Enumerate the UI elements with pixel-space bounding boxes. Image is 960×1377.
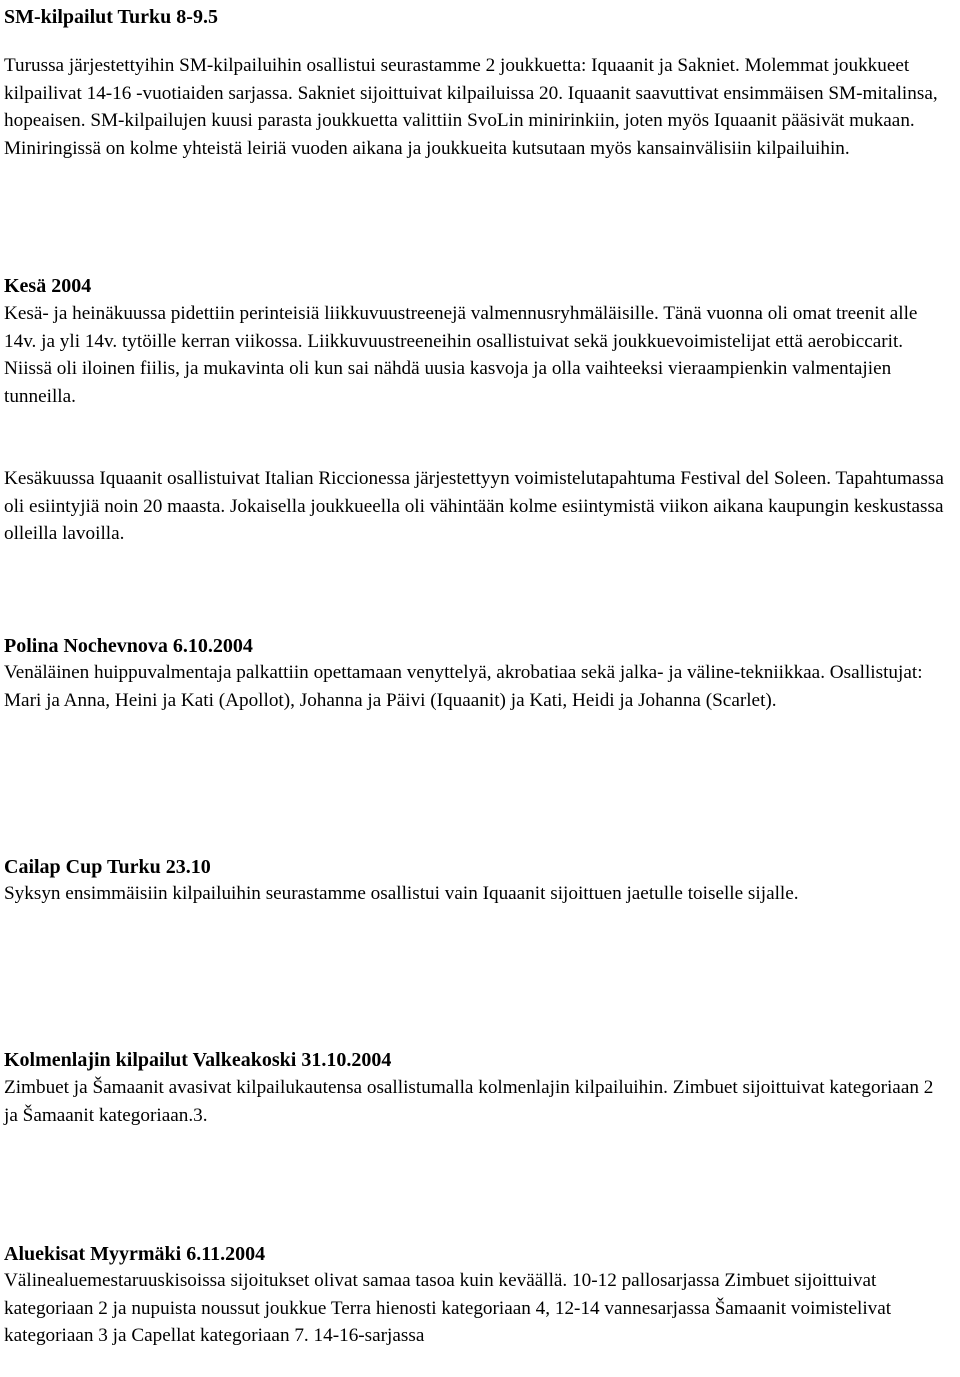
section-heading-sm-kilpailut: SM-kilpailut Turku 8-9.5 (4, 6, 218, 28)
section-paragraph-sm-kilpailut: Turussa järjestettyihin SM-kilpailuihin osallistui seurastamme 2 joukkuetta: Iquaanit ja Sakniet. Molemmat joukkueet kilpailivat 14-16 -vuotiaiden sarjassa. Sakniet sijoittuivat kilpailuissa 20. Iquaanit saavuttivat ensimmäisen SM-mitalinsa, hopeaisen. SM-kilpailujen kuusi parasta joukkuetta valittiin SvoLin minirinkiin, joten myös Iquaanit pääsivät mukaan. Miniringissä on kolme yhteistä leiriä vuoden aikana ja joukkueita kutsutaan myös kansainvälisiin kilpailuihin. (4, 55, 938, 159)
section-heading-polina: Polina Nochevnova 6.10.2004 (4, 635, 253, 657)
section-paragraph-aluekisat: Välinealuemestaruuskisoissa sijoitukset olivat samaa tasoa kuin keväällä. 10-12 pallosarjassa Zimbuet sijoittuivat kategoriaan 2 ja nupuista noussut joukkue Terra hienosti kategoriaan 4, 12-14 vannesarjassa Šamaanit voimistelivat kategoriaan 3 ja Capellat kategoriaan 7. 14-16-sarjassa (4, 1270, 892, 1347)
section-paragraph-polina: Venäläinen huippuvalmentaja palkattiin opettamaan venyttelyä, akrobatiaa sekä jalka- ja väline-tekniikkaa. Osallistujat: Mari ja Anna, Heini ja Kati (Apollot), Johanna ja Päivi (Iquaanit) ja Kati, Heidi ja Johanna (Scarlet). (4, 662, 923, 711)
section-heading-cailap-cup: Cailap Cup Turku 23.10 (4, 856, 211, 878)
section-paragraph-cailap-cup: Syksyn ensimmäisiin kilpailuihin seurastamme osallistui vain Iquaanit sijoittuen jaetulle toiselle sijalle. (4, 883, 799, 904)
section-heading-kolmenlajin: Kolmenlajin kilpailut Valkeakoski 31.10.2004 (4, 1049, 392, 1071)
section-paragraph-kesa-2004-2: Kesäkuussa Iquaanit osallistuivat Italian Riccionessa järjestettyyn voimistelutapahtuma Festival del Soleen. Tapahtumassa oli esiintyjiä noin 20 maasta. Jokaisella joukkueella oli vähintään kolme esiintymistä viikon aikana kaupungin keskustassa olleilla lavoilla. (4, 468, 944, 545)
section-heading-kesa-2004: Kesä 2004 (4, 275, 92, 297)
section-heading-aluekisat: Aluekisat Myyrmäki 6.11.2004 (4, 1243, 266, 1265)
section-paragraph-kesa-2004-1: Kesä- ja heinäkuussa pidettiin perinteisiä liikkuvuustreenejä valmennusryhmäläisille. Tänä vuonna oli omat treenit alle 14v. ja yli 14v. tytöille kerran viikossa. Liikkuvuustreeneihin osallistuivat sekä joukkuevoimistelijat että aerobiccarit. Niissä oli iloinen fiilis, ja mukavinta oli kun sai nähdä uusia kasvoja ja olla vaihteeksi vieraampienkin valmentajien tunneilla. (4, 303, 918, 407)
section-paragraph-kolmenlajin: Zimbuet ja Šamaanit avasivat kilpailukautensa osallistumalla kolmenlajin kilpailuihin. Zimbuet sijoittuivat kategoriaan 2 ja Šamaanit kategoriaan.3. (4, 1077, 934, 1126)
